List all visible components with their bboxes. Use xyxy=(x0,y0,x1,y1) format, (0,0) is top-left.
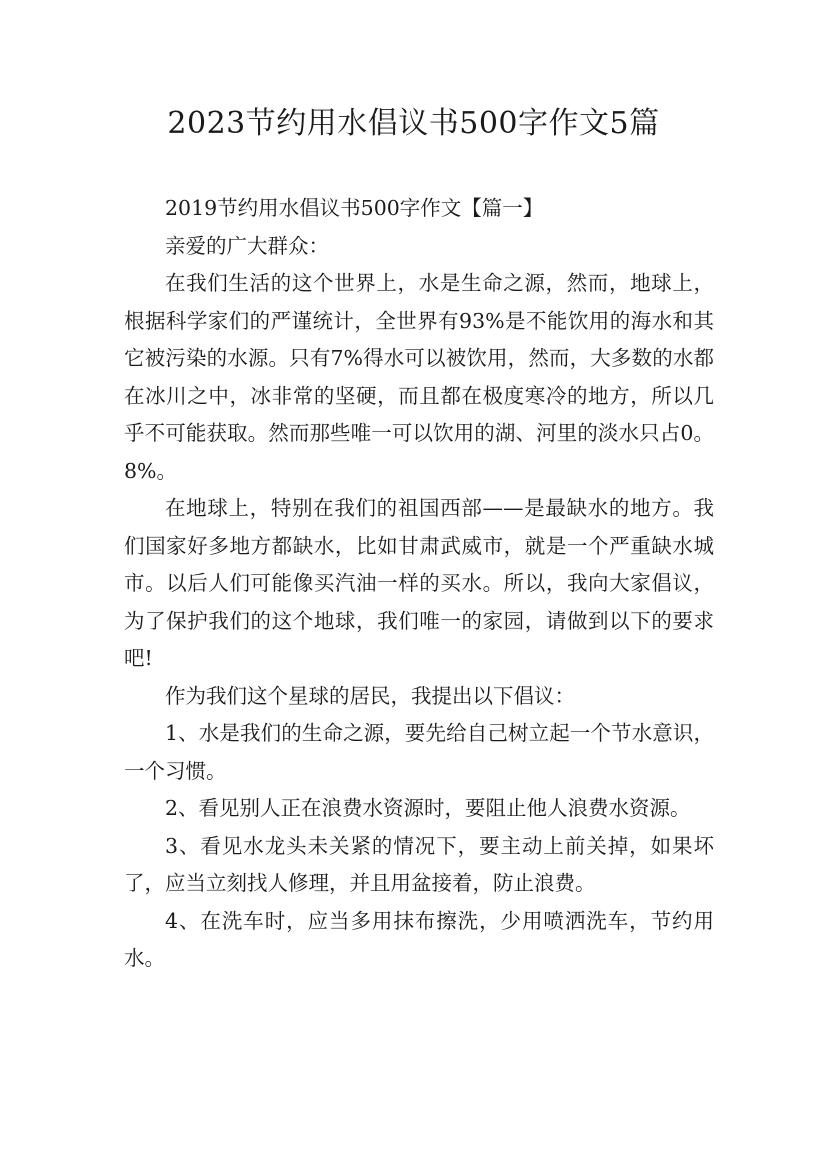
section-heading: 2019节约用水倡议书500字作文【篇一】 xyxy=(165,196,544,220)
proposal-item: 3、看见水龙头未关紧的情况下，要主动上前关掉，如果坏了，应当立刻找人修理，并且用盆接着，防止浪费。 xyxy=(124,833,714,895)
body-paragraph: 作为我们这个星球的居民，我提出以下倡议： xyxy=(165,683,575,708)
salutation: 亲爱的广大群众： xyxy=(165,233,329,258)
proposal-item: 4、在洗车时，应当多用抹布擦洗，少用喷洒洗车，节约用水。 xyxy=(124,908,714,970)
document-body xyxy=(124,190,714,978)
proposal-item: 2、看见别人正在浪费水资源时，要阻止他人浪费水资源。 xyxy=(165,796,691,820)
body-paragraph: 在地球上，特别在我们的祖国西部——是最缺水的地方。我们国家好多地方都缺水，比如甘肃武威市，就是一个严重缺水城市。以后人们可能像买汽油一样的买水。所以，我向大家倡议，为了保护我们的这个地球，我们唯一的家园，请做到以下的要求吧! xyxy=(124,496,714,670)
body-paragraph: 在我们生活的这个世界上，水是生命之源，然而，地球上，根据科学家们的严谨统计，全世界有93%是不能饮用的海水和其它被污染的水源。只有7%得水可以被饮用，然而，大多数的水都在冰川之中，冰非常的坚硬，而且都在极度寒冷的地方，所以几乎不可能获取。然而那些唯一可以饮用的湖、河里的淡水只占0。8%。 xyxy=(124,271,714,483)
document-title: 2023节约用水倡议书500字作文5篇 xyxy=(167,106,660,141)
proposal-item: 1、水是我们的生命之源，要先给自己树立起一个节水意识，一个习惯。 xyxy=(124,721,714,783)
